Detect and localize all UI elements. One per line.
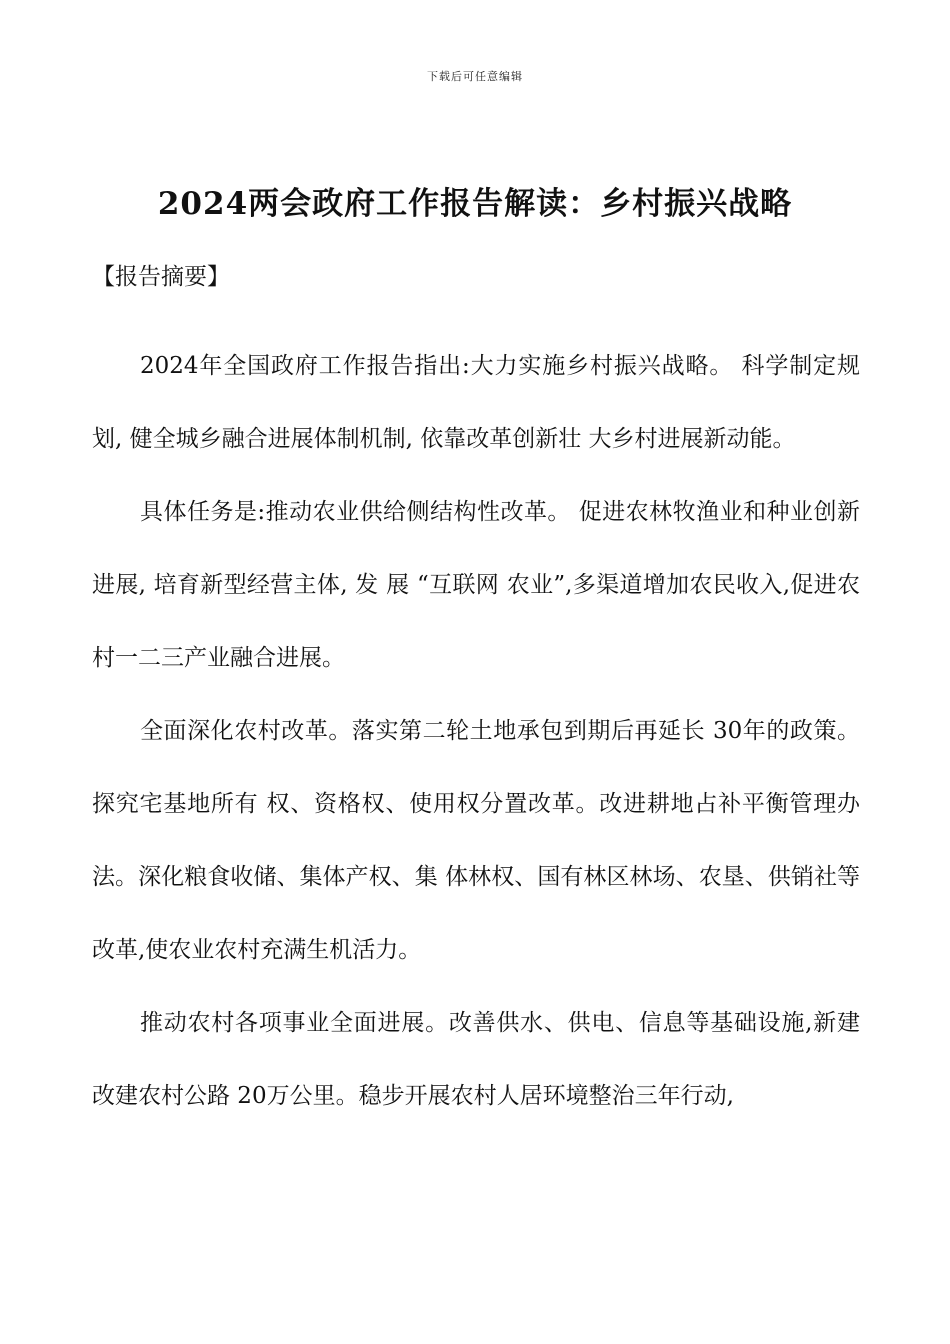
paragraph-1: 2024年全国政府工作报告指出:大力实施乡村振兴战略。 科学制定规划, 健全城乡融合进展体制机制, 依靠改革创新壮 大乡村进展新动能。	[92, 353, 860, 452]
paragraph-3: 全面深化农村改革。落实第二轮土地承包到期后再延长 30年的政策。探究宅基地所有 权、资格权、使用权分置改革。改进耕地占补平衡管理办法。深化粮食收储、集体产权、集 体林权、国有林区林场、农垦、供销社等改革,使农业农村充满生机活力。	[92, 718, 860, 963]
page-header-note: 下载后可任意编辑	[427, 70, 523, 83]
paragraph-4: 推动农村各项事业全面进展。改善供水、供电、信息等基础设施,新建改建农村公路 20万公里。稳步开展农村人居环境整治三年行动,	[92, 1010, 860, 1109]
document-title: 2024两会政府工作报告解读：乡村振兴战略	[157, 186, 793, 222]
section-label-summary: 【报告摘要】	[92, 264, 230, 290]
document-body	[92, 330, 860, 1133]
paragraph-2: 具体任务是:推动农业供给侧结构性改革。 促进农林牧渔业和种业创新进展, 培育新型经营主体, 发 展 “互联网 农业”,多渠道增加农民收入,促进农村一二三产业融合进展。	[92, 499, 860, 671]
